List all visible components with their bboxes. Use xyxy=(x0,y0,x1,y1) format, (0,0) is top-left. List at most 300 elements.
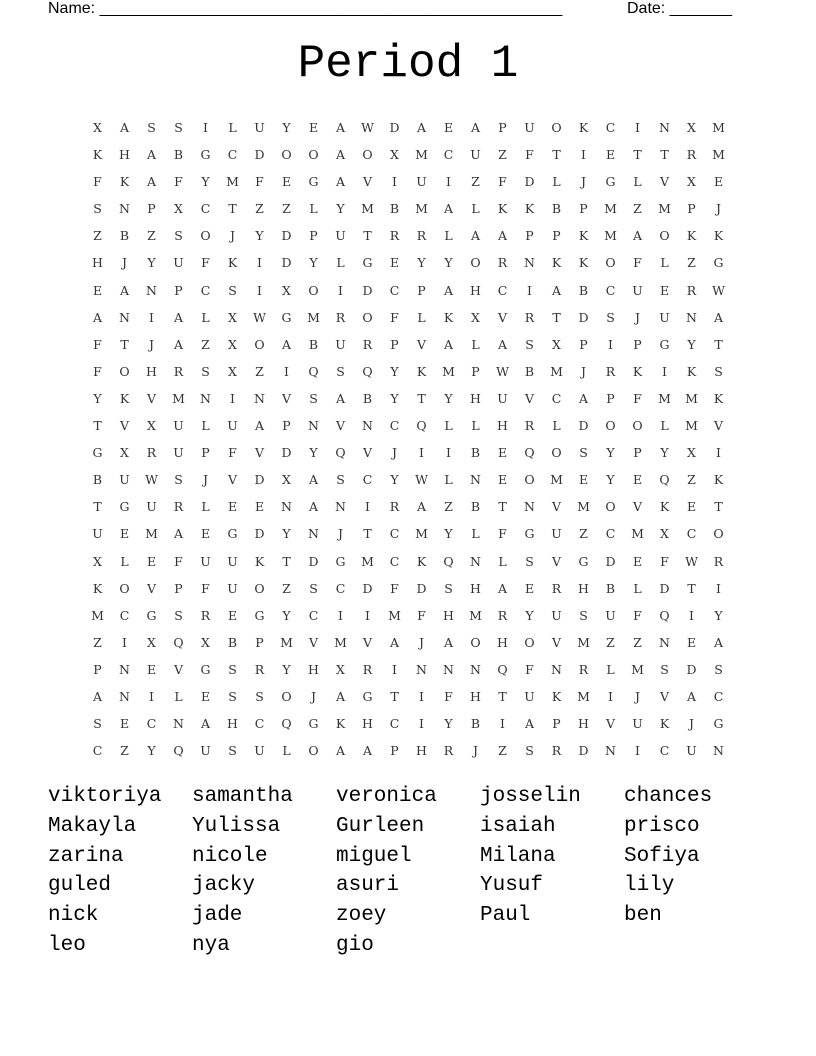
grid-letter: V xyxy=(173,661,184,677)
grid-letter: S xyxy=(579,445,588,461)
grid-letter: K xyxy=(335,716,346,732)
grid-letter: O xyxy=(551,445,562,461)
grid-letter: C xyxy=(605,120,616,135)
grid-letter: S xyxy=(255,688,264,704)
grid-letter: Q xyxy=(335,445,346,461)
grid-letter: S xyxy=(201,363,210,379)
grid-letter: P xyxy=(390,743,399,759)
grid-letter: I xyxy=(608,688,613,704)
grid-letter: A xyxy=(578,390,589,406)
grid-letter: A xyxy=(443,634,454,650)
grid-letter: O xyxy=(200,228,211,244)
grid-letter: X xyxy=(660,526,669,542)
word-bank-row xyxy=(48,842,768,872)
grid-letter: C xyxy=(443,147,454,163)
grid-letter: O xyxy=(308,743,319,759)
grid-letter: C xyxy=(686,526,697,542)
grid-letter: A xyxy=(335,174,346,190)
grid-letter: A xyxy=(632,228,643,244)
grid-letter: O xyxy=(605,418,616,434)
grid-letter: F xyxy=(660,553,669,569)
grid-letter: U xyxy=(605,607,616,623)
grid-letter: S xyxy=(174,607,183,623)
grid-letter: E xyxy=(281,174,292,190)
grid-letter: R xyxy=(551,743,562,759)
grid-letter: V xyxy=(551,499,562,515)
grid-letter: R xyxy=(254,661,265,677)
grid-row xyxy=(84,277,732,304)
grid-letter: U xyxy=(335,336,346,352)
grid-letter: I xyxy=(662,363,667,379)
grid-letter: E xyxy=(578,472,589,488)
grid-letter: E xyxy=(497,472,508,488)
grid-row xyxy=(84,439,732,466)
word-bank-item: chances xyxy=(624,785,713,808)
grid-letter: M xyxy=(361,201,374,217)
grid-letter: I xyxy=(203,120,208,135)
grid-letter: P xyxy=(633,445,642,461)
grid-letter: M xyxy=(415,201,428,217)
word-bank-row xyxy=(48,871,768,901)
grid-letter: Z xyxy=(282,580,291,596)
word-bank-item: Milana xyxy=(480,844,556,868)
grid-letter: Y xyxy=(417,255,426,271)
grid-letter: O xyxy=(119,580,130,596)
word-bank-item: asuri xyxy=(336,874,400,898)
grid-row xyxy=(84,168,732,195)
grid-row xyxy=(84,331,732,358)
grid-letter: R xyxy=(686,147,697,163)
grid-letter: P xyxy=(552,716,561,732)
grid-letter: R xyxy=(686,282,697,298)
grid-letter: F xyxy=(498,174,507,190)
grid-letter: G xyxy=(200,661,211,677)
grid-letter: Z xyxy=(498,147,507,163)
grid-letter: C xyxy=(335,580,346,596)
grid-letter: D xyxy=(524,174,535,190)
grid-letter: J xyxy=(310,688,316,704)
grid-letter: C xyxy=(200,201,211,217)
grid-letter: H xyxy=(92,255,103,271)
grid-letter: E xyxy=(713,174,724,190)
grid-letter: D xyxy=(389,120,400,135)
grid-letter: T xyxy=(120,336,129,352)
grid-letter: O xyxy=(659,228,670,244)
grid-letter: E xyxy=(443,120,454,135)
grid-letter: U xyxy=(659,309,670,325)
grid-letter: N xyxy=(443,661,454,677)
grid-letter: Q xyxy=(659,607,670,623)
grid-letter: R xyxy=(389,228,400,244)
grid-letter: Y xyxy=(201,174,210,190)
grid-letter: S xyxy=(525,336,534,352)
grid-letter: U xyxy=(173,445,184,461)
grid-letter: M xyxy=(577,634,590,650)
grid-letter: L xyxy=(282,743,291,759)
grid-letter: U xyxy=(200,743,211,759)
grid-letter: C xyxy=(92,743,103,759)
grid-letter: X xyxy=(552,336,561,352)
grid-letter: V xyxy=(605,716,616,732)
grid-letter: P xyxy=(147,201,156,217)
grid-letter: X xyxy=(93,120,102,135)
grid-letter: A xyxy=(335,390,346,406)
grid-letter: X xyxy=(390,147,399,163)
grid-letter: A xyxy=(497,228,508,244)
grid-letter: I xyxy=(581,147,586,163)
grid-letter: K xyxy=(254,553,265,569)
grid-letter: K xyxy=(416,553,427,569)
grid-letter: R xyxy=(497,255,508,271)
grid-letter: U xyxy=(551,607,562,623)
grid-letter: I xyxy=(689,607,694,623)
grid-letter: A xyxy=(416,120,427,135)
grid-letter: Y xyxy=(336,201,345,217)
grid-letter: Q xyxy=(659,472,670,488)
grid-letter: D xyxy=(416,580,427,596)
word-bank-item: Makayla xyxy=(48,814,137,838)
grid-letter: J xyxy=(202,472,208,488)
grid-letter: V xyxy=(308,634,319,650)
grid-letter: Q xyxy=(281,716,292,732)
date-field-label: Date: _______ xyxy=(627,0,732,17)
grid-letter: S xyxy=(228,688,237,704)
grid-letter: R xyxy=(173,363,184,379)
grid-row xyxy=(84,629,732,656)
grid-letter: L xyxy=(444,228,453,244)
grid-letter: S xyxy=(228,743,237,759)
grid-letter: R xyxy=(335,309,346,325)
grid-letter: A xyxy=(443,282,454,298)
grid-letter: C xyxy=(119,607,130,623)
grid-letter: N xyxy=(470,661,481,677)
grid-letter: A xyxy=(254,418,265,434)
grid-letter: C xyxy=(362,472,373,488)
grid-letter: H xyxy=(443,607,454,623)
grid-letter: G xyxy=(713,255,724,271)
grid-letter: R xyxy=(578,661,589,677)
grid-letter: N xyxy=(713,743,724,759)
grid-letter: G xyxy=(524,526,535,542)
grid-letter: I xyxy=(446,445,451,461)
grid-letter: G xyxy=(335,553,346,569)
grid-letter: P xyxy=(579,201,588,217)
grid-letter: L xyxy=(201,309,210,325)
grid-letter: S xyxy=(714,661,723,677)
grid-letter: I xyxy=(284,363,289,379)
grid-letter: U xyxy=(524,120,535,135)
grid-letter: E xyxy=(227,607,238,623)
grid-letter: L xyxy=(498,553,507,569)
grid-letter: Z xyxy=(444,499,453,515)
grid-letter: H xyxy=(119,147,130,163)
grid-letter: A xyxy=(146,174,157,190)
grid-letter: T xyxy=(363,228,372,244)
grid-letter: K xyxy=(497,201,508,217)
grid-letter: T xyxy=(282,553,291,569)
grid-letter: K xyxy=(416,363,427,379)
word-bank-item: zarina xyxy=(48,844,124,868)
grid-letter: Q xyxy=(524,445,535,461)
grid-letter: Y xyxy=(525,607,534,623)
grid-letter: T xyxy=(417,390,426,406)
grid-letter: E xyxy=(200,526,211,542)
grid-letter: E xyxy=(686,499,697,515)
grid-letter: U xyxy=(119,472,130,488)
grid-letter: Z xyxy=(120,743,129,759)
grid-letter: L xyxy=(444,418,453,434)
grid-letter: H xyxy=(227,716,238,732)
word-bank-row xyxy=(48,931,768,961)
grid-letter: P xyxy=(282,418,291,434)
grid-letter: C xyxy=(254,716,265,732)
grid-letter: Y xyxy=(309,445,318,461)
grid-letter: A xyxy=(119,120,130,135)
grid-letter: Z xyxy=(255,363,264,379)
grid-letter: Z xyxy=(687,472,696,488)
grid-letter: K xyxy=(227,255,238,271)
grid-letter: F xyxy=(201,255,210,271)
grid-letter: C xyxy=(308,607,319,623)
grid-letter: C xyxy=(605,526,616,542)
grid-letter: M xyxy=(658,390,671,406)
grid-letter: I xyxy=(230,390,235,406)
word-bank-item: Paul xyxy=(480,904,531,928)
grid-letter: F xyxy=(93,363,102,379)
grid-letter: Y xyxy=(147,743,156,759)
grid-letter: T xyxy=(498,499,507,515)
grid-letter: O xyxy=(119,363,130,379)
grid-letter: A xyxy=(470,228,481,244)
grid-letter: D xyxy=(254,526,265,542)
grid-letter: B xyxy=(578,282,589,298)
page-title: Period 1 xyxy=(297,38,519,90)
grid-letter: P xyxy=(93,661,102,677)
grid-letter: E xyxy=(632,553,643,569)
grid-letter: Y xyxy=(309,255,318,271)
grid-letter: V xyxy=(335,418,346,434)
grid-letter: U xyxy=(254,120,265,135)
grid-letter: H xyxy=(578,580,589,596)
grid-letter: L xyxy=(201,499,210,515)
grid-letter: Z xyxy=(579,526,588,542)
grid-letter: B xyxy=(470,716,481,732)
grid-letter: S xyxy=(579,607,588,623)
grid-letter: A xyxy=(470,120,481,135)
grid-letter: A xyxy=(200,716,211,732)
grid-letter: C xyxy=(605,282,616,298)
grid-letter: N xyxy=(524,255,535,271)
grid-letter: G xyxy=(281,309,292,325)
grid-letter: M xyxy=(712,120,725,135)
grid-letter: K xyxy=(578,228,589,244)
grid-letter: C xyxy=(389,553,400,569)
grid-row xyxy=(84,520,732,547)
grid-letter: O xyxy=(362,309,373,325)
word-bank-item: nya xyxy=(192,933,230,957)
grid-letter: J xyxy=(472,743,478,759)
grid-row xyxy=(84,493,732,520)
grid-letter: H xyxy=(578,716,589,732)
grid-letter: I xyxy=(419,445,424,461)
grid-letter: N xyxy=(119,688,130,704)
word-bank-item: lily xyxy=(624,874,675,898)
grid-letter: O xyxy=(605,499,616,515)
grid-letter: I xyxy=(365,607,370,623)
grid-letter: O xyxy=(470,634,481,650)
grid-letter: O xyxy=(713,526,724,542)
grid-letter: R xyxy=(443,743,454,759)
grid-letter: U xyxy=(254,743,265,759)
word-bank-item: samantha xyxy=(192,785,293,808)
grid-row xyxy=(84,358,732,385)
grid-letter: T xyxy=(498,688,507,704)
grid-letter: C xyxy=(389,418,400,434)
grid-letter: G xyxy=(308,174,319,190)
word-bank-item: viktoriya xyxy=(48,785,162,808)
grid-letter: N xyxy=(470,472,481,488)
grid-letter: Y xyxy=(93,390,102,406)
grid-letter: X xyxy=(687,174,696,190)
grid-letter: Y xyxy=(444,716,453,732)
grid-letter: K xyxy=(713,390,724,406)
grid-letter: P xyxy=(174,282,183,298)
grid-letter: R xyxy=(173,499,184,515)
grid-letter: L xyxy=(633,174,642,190)
grid-row xyxy=(84,737,732,764)
grid-letter: X xyxy=(228,363,237,379)
grid-letter: U xyxy=(632,716,643,732)
grid-letter: U xyxy=(686,743,697,759)
grid-letter: S xyxy=(525,743,534,759)
grid-letter: M xyxy=(415,147,428,163)
grid-letter: Z xyxy=(633,201,642,217)
grid-letter: V xyxy=(362,634,373,650)
grid-letter: D xyxy=(578,418,589,434)
word-bank-item: guled xyxy=(48,874,112,898)
grid-letter: M xyxy=(361,553,374,569)
grid-letter: U xyxy=(497,390,508,406)
grid-letter: J xyxy=(634,688,640,704)
grid-letter: A xyxy=(686,688,697,704)
grid-letter: Z xyxy=(147,228,156,244)
grid-letter: N xyxy=(146,282,157,298)
grid-letter: J xyxy=(580,174,586,190)
grid-letter: G xyxy=(659,336,670,352)
grid-letter: N xyxy=(281,499,292,515)
grid-letter: Z xyxy=(93,634,102,650)
grid-letter: Z xyxy=(687,255,696,271)
grid-letter: O xyxy=(470,255,481,271)
grid-letter: I xyxy=(419,688,424,704)
grid-letter: V xyxy=(713,418,724,434)
grid-letter: M xyxy=(550,363,563,379)
grid-letter: S xyxy=(309,580,318,596)
grid-letter: N xyxy=(470,553,481,569)
grid-letter: U xyxy=(173,255,184,271)
grid-letter: F xyxy=(444,688,453,704)
word-bank-item: Yulissa xyxy=(192,814,281,838)
grid-letter: M xyxy=(145,526,158,542)
grid-letter: M xyxy=(631,661,644,677)
grid-letter: A xyxy=(335,688,346,704)
grid-letter: O xyxy=(254,336,265,352)
grid-letter: Q xyxy=(497,661,508,677)
grid-letter: S xyxy=(228,661,237,677)
grid-letter: P xyxy=(309,228,318,244)
grid-letter: S xyxy=(336,472,345,488)
grid-letter: V xyxy=(254,445,265,461)
grid-letter: J xyxy=(688,716,694,732)
grid-letter: I xyxy=(635,120,640,135)
grid-letter: M xyxy=(415,526,428,542)
grid-letter: T xyxy=(390,688,399,704)
grid-letter: X xyxy=(282,282,291,298)
grid-letter: R xyxy=(605,363,616,379)
grid-letter: Z xyxy=(93,228,102,244)
grid-letter: U xyxy=(551,526,562,542)
grid-row xyxy=(84,249,732,276)
grid-letter: M xyxy=(604,228,617,244)
grid-letter: S xyxy=(147,120,156,135)
grid-letter: F xyxy=(93,336,102,352)
grid-letter: A xyxy=(551,282,562,298)
grid-letter: K xyxy=(524,201,535,217)
word-bank-item: miguel xyxy=(336,844,412,868)
grid-letter: B xyxy=(119,228,130,244)
grid-letter: X xyxy=(471,309,480,325)
grid-letter: X xyxy=(687,120,696,135)
grid-letter: A xyxy=(92,688,103,704)
grid-letter: J xyxy=(121,255,127,271)
grid-letter: L xyxy=(444,472,453,488)
grid-letter: Z xyxy=(471,174,480,190)
grid-letter: T xyxy=(93,418,102,434)
grid-letter: E xyxy=(632,472,643,488)
grid-letter: S xyxy=(660,661,669,677)
word-bank-item: ben xyxy=(624,904,662,928)
grid-letter: J xyxy=(634,309,640,325)
grid-letter: B xyxy=(524,363,535,379)
grid-letter: G xyxy=(713,716,724,732)
grid-letter: M xyxy=(442,363,455,379)
grid-letter: A xyxy=(497,580,508,596)
grid-letter: I xyxy=(716,445,721,461)
grid-letter: N xyxy=(686,309,697,325)
word-bank-item: gio xyxy=(336,933,374,957)
grid-letter: W xyxy=(361,120,374,135)
word-bank-item: jacky xyxy=(192,874,256,898)
grid-letter: I xyxy=(257,255,262,271)
grid-letter: L xyxy=(309,201,318,217)
grid-letter: Z xyxy=(255,201,264,217)
grid-letter: A xyxy=(92,309,103,325)
word-bank-row xyxy=(48,901,768,931)
grid-letter: C xyxy=(200,282,211,298)
grid-letter: T xyxy=(633,147,642,163)
grid-letter: N xyxy=(308,526,319,542)
grid-letter: O xyxy=(281,147,292,163)
grid-letter: V xyxy=(146,390,157,406)
grid-letter: G xyxy=(308,716,319,732)
grid-letter: I xyxy=(257,282,262,298)
grid-letter: Y xyxy=(282,526,291,542)
grid-letter: W xyxy=(415,472,428,488)
grid-letter: X xyxy=(174,201,183,217)
grid-letter: S xyxy=(714,363,723,379)
grid-letter: N xyxy=(605,743,616,759)
word-bank xyxy=(48,782,768,961)
